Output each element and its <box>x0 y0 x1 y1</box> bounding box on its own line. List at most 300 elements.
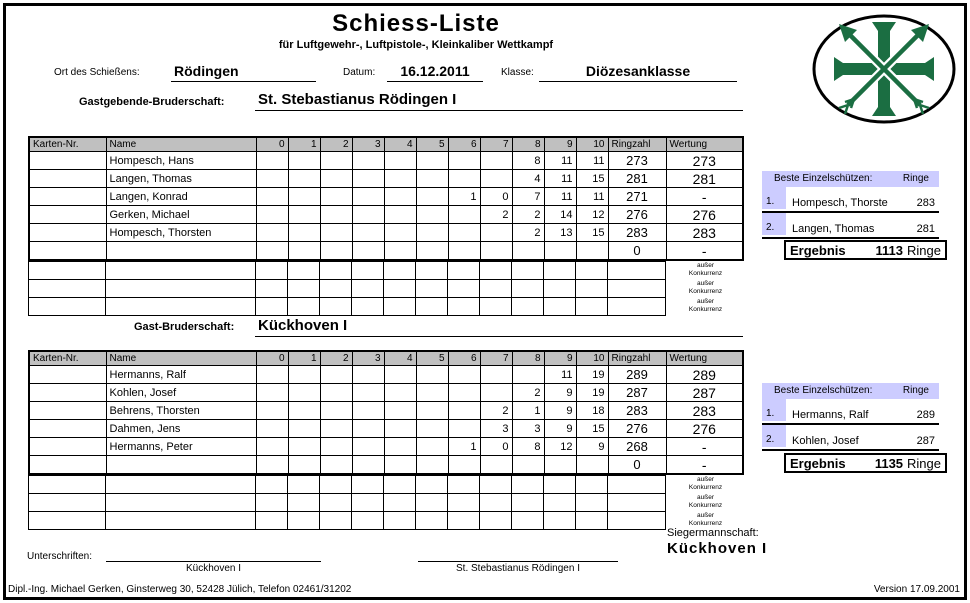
cell-score <box>256 420 288 438</box>
cell-score <box>480 170 512 188</box>
cell-ringzahl: 0 <box>608 456 666 475</box>
guest-ergebnis-box <box>784 453 947 473</box>
cell-score: 4 <box>512 170 544 188</box>
cell-name: Hompesch, Hans <box>106 152 256 170</box>
col-header: 0 <box>256 137 288 152</box>
cell-score <box>256 456 288 475</box>
cell-wertung: 287 <box>666 384 743 402</box>
host-ergebnis-value: 1113 <box>875 242 904 258</box>
empty-cell <box>256 262 288 280</box>
cell-score <box>256 366 288 384</box>
col-header: 10 <box>576 351 608 366</box>
cell-score: 9 <box>544 384 576 402</box>
cell-ringzahl: 283 <box>608 224 666 242</box>
cell-score <box>320 224 352 242</box>
cell-score <box>352 420 384 438</box>
cell-wertung: - <box>666 188 743 206</box>
signature-team-right: St. Stebastianus Rödingen I <box>456 563 580 574</box>
col-header: 1 <box>288 137 320 152</box>
extra-row <box>29 494 666 512</box>
cell-score <box>384 188 416 206</box>
empty-cell <box>448 262 480 280</box>
cell-score: 11 <box>544 170 576 188</box>
cell-score <box>352 206 384 224</box>
guest-ergebnis-value: 1135 <box>874 455 904 471</box>
col-header: Ringzahl <box>608 351 666 366</box>
host-best-shooters-box <box>762 171 939 239</box>
col-header: 5 <box>416 137 448 152</box>
empty-cell <box>384 512 416 530</box>
ausser-konkurrenz-label <box>667 493 744 511</box>
cell-score <box>448 242 480 261</box>
col-header: 9 <box>544 137 576 152</box>
guest-bruderschaft-label: Gast-Bruderschaft: <box>134 321 235 333</box>
cell-name <box>106 242 256 261</box>
empty-cell <box>352 262 384 280</box>
cell-score <box>384 366 416 384</box>
cell-score <box>320 384 352 402</box>
empty-cell <box>608 262 666 280</box>
cell-score: 18 <box>576 402 608 420</box>
cell-score <box>320 420 352 438</box>
cell-score <box>352 438 384 456</box>
cell-score <box>448 366 480 384</box>
cell-name: Langen, Thomas <box>106 170 256 188</box>
cell-name: Hompesch, Thorsten <box>106 224 256 242</box>
empty-cell <box>608 494 666 512</box>
cell-score <box>480 242 512 261</box>
empty-cell <box>256 494 288 512</box>
cell-score <box>288 206 320 224</box>
empty-cell <box>352 476 384 494</box>
best-entry-ringe: 287 <box>916 435 935 447</box>
empty-cell <box>256 280 288 298</box>
empty-cell <box>384 298 416 316</box>
ausser-konkurrenz-line: Konkurrenz <box>688 502 723 509</box>
ausser-konkurrenz-line: außer <box>697 298 714 305</box>
col-header: Karten-Nr. <box>29 351 106 366</box>
header-row <box>29 137 743 152</box>
cell-score <box>320 366 352 384</box>
empty-cell <box>320 280 352 298</box>
cell-score: 11 <box>544 188 576 206</box>
empty-cell <box>288 262 320 280</box>
cell-score <box>576 242 608 261</box>
cell-score: 15 <box>576 170 608 188</box>
best-entry-rank: 1. <box>762 399 786 421</box>
cell-wertung: 273 <box>666 152 743 170</box>
footer-contact: Dipl.-Ing. Michael Gerken, Ginsterweg 30, 52428 Jülich, Telefon 02461/31202 <box>8 584 352 595</box>
cell-score <box>480 456 512 475</box>
empty-cell <box>106 280 256 298</box>
ausser-konkurrenz-label <box>667 297 744 315</box>
cell-score <box>576 456 608 475</box>
ausser-konkurrenz-line: außer <box>697 512 714 519</box>
col-header: 8 <box>512 137 544 152</box>
klasse-value: Diözesanklasse <box>539 62 737 82</box>
empty-cell <box>416 280 448 298</box>
ausser-konkurrenz-line: außer <box>697 280 714 287</box>
cell-score <box>352 152 384 170</box>
cell-karten-nr <box>29 188 106 206</box>
host-ergebnis-unit: Ringe <box>907 242 941 258</box>
host-ergebnis-box <box>784 240 947 260</box>
cell-score: 2 <box>480 206 512 224</box>
cell-name: Langen, Konrad <box>106 188 256 206</box>
host-score-table <box>28 136 744 316</box>
empty-cell <box>480 476 512 494</box>
cell-score <box>448 456 480 475</box>
cell-score <box>288 170 320 188</box>
cell-score <box>320 456 352 475</box>
cell-score: 1 <box>512 402 544 420</box>
cell-wertung: - <box>666 438 743 456</box>
extra-row <box>29 512 666 530</box>
cell-score <box>480 224 512 242</box>
empty-cell <box>480 512 512 530</box>
cell-score <box>256 242 288 261</box>
cell-ringzahl: 268 <box>608 438 666 456</box>
cell-wertung: - <box>666 456 743 475</box>
empty-cell <box>480 262 512 280</box>
empty-cell <box>288 494 320 512</box>
empty-cell <box>448 512 480 530</box>
cell-score <box>448 384 480 402</box>
empty-cell <box>384 494 416 512</box>
empty-cell <box>29 298 106 316</box>
best-entry-row <box>762 399 939 425</box>
cell-karten-nr <box>29 420 106 438</box>
empty-cell <box>288 476 320 494</box>
col-header: Name <box>106 351 256 366</box>
cell-score <box>320 242 352 261</box>
cell-score <box>352 456 384 475</box>
cell-score: 11 <box>576 188 608 206</box>
cell-score <box>416 224 448 242</box>
cell-score: 13 <box>544 224 576 242</box>
cell-score: 12 <box>576 206 608 224</box>
empty-cell <box>544 298 576 316</box>
empty-cell <box>320 262 352 280</box>
col-header: Ringzahl <box>608 137 666 152</box>
empty-cell <box>480 280 512 298</box>
cell-karten-nr <box>29 402 106 420</box>
host-bruderschaft-label: Gastgebende-Bruderschaft: <box>79 96 225 108</box>
cell-score: 3 <box>512 420 544 438</box>
score-row <box>29 456 743 475</box>
cell-score <box>416 206 448 224</box>
cell-score <box>512 242 544 261</box>
guest-bruderschaft-value: Kückhoven I <box>255 316 743 337</box>
empty-cell <box>29 512 106 530</box>
cell-score <box>480 152 512 170</box>
sheet <box>3 3 967 600</box>
cell-score: 19 <box>576 366 608 384</box>
empty-cell <box>29 494 106 512</box>
cell-score: 2 <box>480 402 512 420</box>
empty-cell <box>544 494 576 512</box>
guest-ergebnis-unit: Ringe <box>907 455 941 471</box>
cell-score <box>416 456 448 475</box>
cell-score: 11 <box>544 366 576 384</box>
extra-row <box>29 262 666 280</box>
footer-version: Version 17.09.2001 <box>873 584 960 595</box>
page-title: Schiess-Liste <box>332 10 500 37</box>
cell-wertung: 289 <box>666 366 743 384</box>
score-row <box>29 242 743 261</box>
empty-cell <box>29 476 106 494</box>
ausser-konkurrenz-line: außer <box>697 494 714 501</box>
cell-score <box>288 224 320 242</box>
cell-score: 9 <box>544 402 576 420</box>
cell-score <box>288 438 320 456</box>
winner-label: Siegermannschaft: <box>667 527 759 539</box>
best-entry-ringe: 281 <box>916 223 935 235</box>
col-header: 1 <box>288 351 320 366</box>
cell-score: 2 <box>512 224 544 242</box>
empty-cell <box>480 298 512 316</box>
best-box-header <box>762 383 939 399</box>
best-box-header <box>762 171 939 187</box>
host-ergebnis-label: Ergebnis <box>790 242 846 258</box>
col-header: Karten-Nr. <box>29 137 106 152</box>
cell-score: 7 <box>512 188 544 206</box>
col-header: 3 <box>352 351 384 366</box>
host-bruderschaft-value: St. Stebastianus Rödingen I <box>255 90 743 111</box>
cell-score <box>256 206 288 224</box>
cell-score <box>320 206 352 224</box>
extra-rows-grid <box>28 475 666 530</box>
cell-ringzahl: 276 <box>608 206 666 224</box>
cell-ringzahl: 276 <box>608 420 666 438</box>
cell-score <box>384 420 416 438</box>
cell-score <box>384 384 416 402</box>
page-subtitle: für Luftgewehr-, Luftpistole-, Kleinkaliber Wettkampf <box>278 39 554 51</box>
cell-score: 9 <box>544 420 576 438</box>
empty-cell <box>512 262 544 280</box>
ausser-konkurrenz-line: Konkurrenz <box>688 306 723 313</box>
empty-cell <box>320 512 352 530</box>
empty-cell <box>352 280 384 298</box>
cell-name: Behrens, Thorsten <box>106 402 256 420</box>
empty-cell <box>576 476 608 494</box>
best-box-ringe-label: Ringe <box>902 385 929 396</box>
cell-score: 15 <box>576 224 608 242</box>
empty-cell <box>416 298 448 316</box>
ausser-konkurrenz-line: Konkurrenz <box>688 484 723 491</box>
ausser-konkurrenz-label <box>667 261 744 279</box>
col-header: Wertung <box>666 137 743 152</box>
cell-score: 8 <box>512 152 544 170</box>
cell-ringzahl: 287 <box>608 384 666 402</box>
empty-cell <box>288 280 320 298</box>
score-grid <box>28 136 744 261</box>
cell-name: Dahmen, Jens <box>106 420 256 438</box>
empty-cell <box>512 280 544 298</box>
col-header: 7 <box>480 351 512 366</box>
score-row <box>29 402 743 420</box>
cell-score <box>480 366 512 384</box>
empty-cell <box>544 512 576 530</box>
cell-score <box>288 242 320 261</box>
cell-score: 11 <box>576 152 608 170</box>
cell-ringzahl: 271 <box>608 188 666 206</box>
header-row <box>29 351 743 366</box>
cell-name: Hermanns, Peter <box>106 438 256 456</box>
ausser-konkurrenz-column <box>667 261 744 315</box>
ausser-konkurrenz-line: Konkurrenz <box>688 520 723 527</box>
cell-ringzahl: 281 <box>608 170 666 188</box>
col-header: 9 <box>544 351 576 366</box>
cell-ringzahl: 289 <box>608 366 666 384</box>
winner-value: Kückhoven I <box>667 540 768 557</box>
cell-ringzahl: 0 <box>608 242 666 261</box>
cell-score: 2 <box>512 206 544 224</box>
cell-score <box>416 420 448 438</box>
cell-score <box>352 402 384 420</box>
empty-cell <box>448 298 480 316</box>
cell-score <box>384 402 416 420</box>
cell-wertung: 281 <box>666 170 743 188</box>
ausser-konkurrenz-label <box>667 279 744 297</box>
col-header: 8 <box>512 351 544 366</box>
score-row <box>29 438 743 456</box>
ausser-konkurrenz-line: Konkurrenz <box>688 270 723 277</box>
cell-wertung: 283 <box>666 224 743 242</box>
cell-wertung: 276 <box>666 420 743 438</box>
best-box-title: Beste Einzelschützen: <box>774 385 873 396</box>
best-entry-ringe: 289 <box>916 409 935 421</box>
ort-value: Rödingen <box>171 62 316 82</box>
empty-cell <box>256 476 288 494</box>
cell-score: 19 <box>576 384 608 402</box>
best-entry-name: Hompesch, Thorste <box>792 197 888 209</box>
ausser-konkurrenz-line: Konkurrenz <box>688 288 723 295</box>
col-header: 10 <box>576 137 608 152</box>
cell-score <box>384 170 416 188</box>
best-box-title: Beste Einzelschützen: <box>774 173 873 184</box>
col-header: 6 <box>448 351 480 366</box>
empty-cell <box>384 262 416 280</box>
cell-score <box>544 456 576 475</box>
extra-row <box>29 280 666 298</box>
cell-score <box>384 456 416 475</box>
empty-cell <box>352 298 384 316</box>
cell-score <box>512 456 544 475</box>
ort-label: Ort des Schießens: <box>54 67 140 78</box>
cell-score <box>416 242 448 261</box>
empty-cell <box>448 494 480 512</box>
datum-value: 16.12.2011 <box>387 62 483 82</box>
empty-cell <box>448 280 480 298</box>
ausser-konkurrenz-column <box>667 475 744 529</box>
col-header: Name <box>106 137 256 152</box>
cell-score <box>448 420 480 438</box>
empty-cell <box>29 262 106 280</box>
empty-cell <box>384 280 416 298</box>
cell-score <box>320 438 352 456</box>
empty-cell <box>512 476 544 494</box>
guest-score-table <box>28 350 744 530</box>
score-row <box>29 224 743 242</box>
cell-score <box>416 402 448 420</box>
extra-row <box>29 476 666 494</box>
empty-cell <box>320 476 352 494</box>
cell-score <box>416 152 448 170</box>
cell-name: Hermanns, Ralf <box>106 366 256 384</box>
cell-karten-nr <box>29 224 106 242</box>
cell-score <box>544 242 576 261</box>
cell-wertung: - <box>666 242 743 261</box>
signature-line-right <box>418 561 618 562</box>
best-entry-row <box>762 213 939 239</box>
empty-cell <box>544 280 576 298</box>
cell-score: 8 <box>512 438 544 456</box>
col-header: 0 <box>256 351 288 366</box>
empty-cell <box>106 494 256 512</box>
cell-name <box>106 456 256 475</box>
cell-score <box>352 242 384 261</box>
cell-score <box>384 438 416 456</box>
empty-cell <box>576 280 608 298</box>
signature-line-left <box>106 561 321 562</box>
extra-row <box>29 298 666 316</box>
cell-score <box>288 384 320 402</box>
cell-score: 3 <box>480 420 512 438</box>
empty-cell <box>416 262 448 280</box>
empty-cell <box>106 298 256 316</box>
cell-score <box>288 420 320 438</box>
cross-and-arrows-icon <box>809 12 959 126</box>
empty-cell <box>29 280 106 298</box>
cell-name: Kohlen, Josef <box>106 384 256 402</box>
cell-score: 9 <box>576 438 608 456</box>
empty-cell <box>256 298 288 316</box>
best-entry-rank: 2. <box>762 213 786 235</box>
cell-score <box>352 384 384 402</box>
cell-score <box>512 366 544 384</box>
best-entry-rank: 1. <box>762 187 786 209</box>
empty-cell <box>352 494 384 512</box>
cell-score <box>352 224 384 242</box>
empty-cell <box>416 494 448 512</box>
empty-cell <box>256 512 288 530</box>
cell-wertung: 283 <box>666 402 743 420</box>
empty-cell <box>480 494 512 512</box>
cell-score <box>416 438 448 456</box>
cell-score <box>288 402 320 420</box>
cell-score <box>416 170 448 188</box>
empty-cell <box>320 494 352 512</box>
cell-score <box>288 188 320 206</box>
score-row <box>29 420 743 438</box>
cell-score <box>320 402 352 420</box>
cell-score: 1 <box>448 438 480 456</box>
cell-ringzahl: 273 <box>608 152 666 170</box>
col-header: 3 <box>352 137 384 152</box>
empty-cell <box>416 512 448 530</box>
cell-wertung: 276 <box>666 206 743 224</box>
col-header: 7 <box>480 137 512 152</box>
cell-score: 11 <box>544 152 576 170</box>
klasse-label: Klasse: <box>501 67 534 78</box>
empty-cell <box>288 512 320 530</box>
empty-cell <box>544 262 576 280</box>
extra-rows-grid <box>28 261 666 316</box>
cell-score <box>256 402 288 420</box>
cell-score <box>288 456 320 475</box>
cell-score <box>256 384 288 402</box>
